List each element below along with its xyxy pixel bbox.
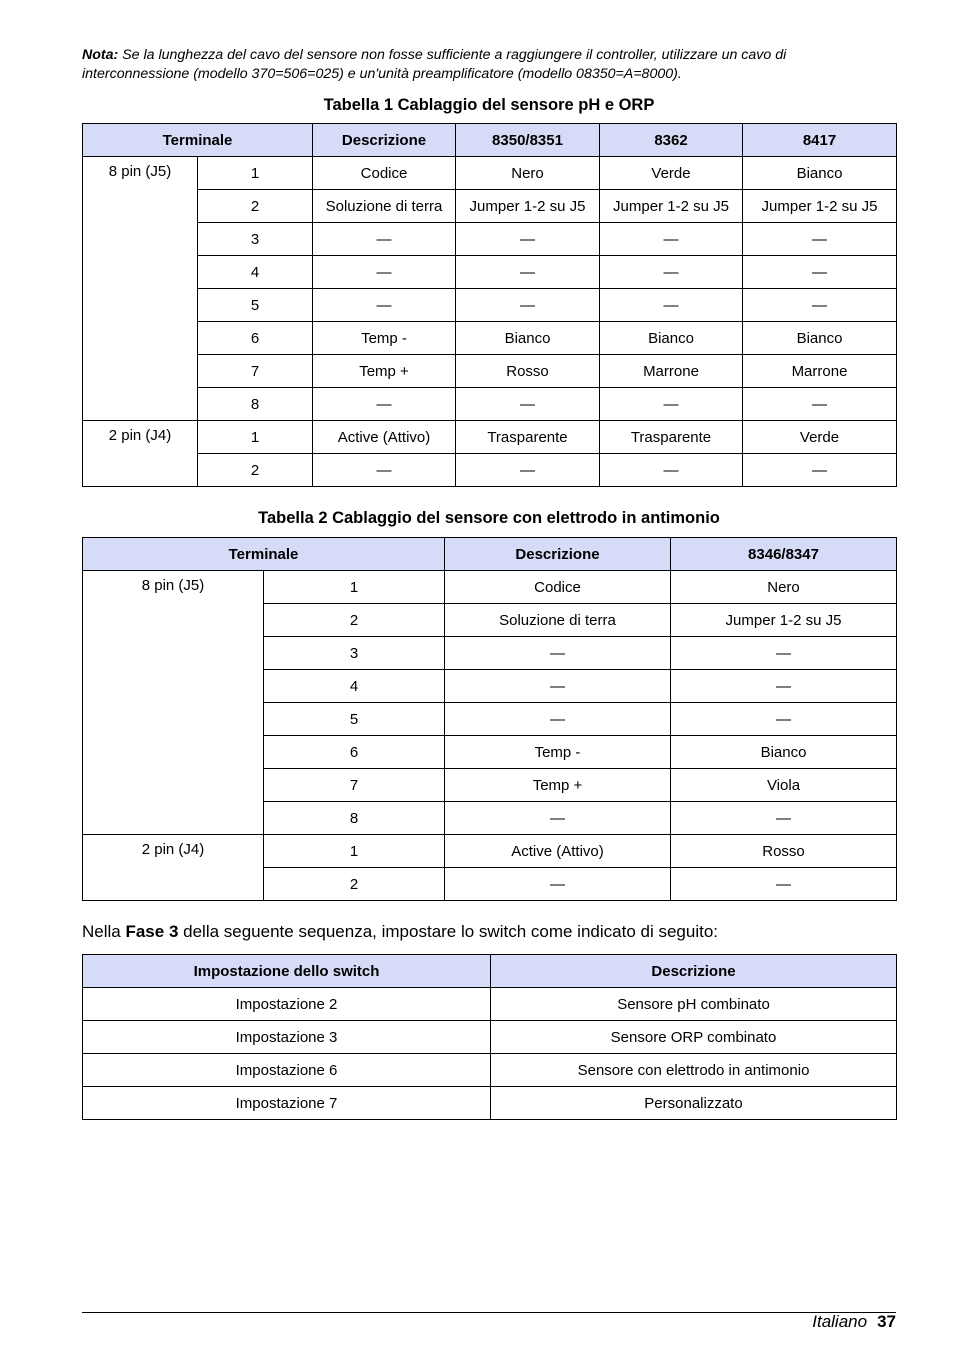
table-cell: Active (Attivo) bbox=[445, 835, 671, 868]
table-cell: Verde bbox=[743, 421, 897, 454]
table-cell: Bianco bbox=[600, 322, 743, 355]
table-cell: Sensore pH combinato bbox=[491, 988, 897, 1021]
table-cell: — bbox=[445, 637, 671, 670]
terminal-group-cell: 8 pin (J5) bbox=[83, 157, 198, 421]
table-header-row bbox=[83, 538, 897, 571]
table-cell: Jumper 1-2 su J5 bbox=[600, 190, 743, 223]
table-cell: — bbox=[445, 802, 671, 835]
switch-instruction bbox=[82, 921, 896, 943]
table-row bbox=[83, 256, 897, 289]
table-cell: 5 bbox=[198, 289, 313, 322]
table-cell: — bbox=[445, 670, 671, 703]
footer-language: Italiano bbox=[812, 1312, 868, 1331]
table-cell: — bbox=[600, 454, 743, 487]
table-cell: — bbox=[600, 388, 743, 421]
table-cell: — bbox=[456, 388, 600, 421]
note-text: Se la lunghezza del cavo del sensore non fosse sufficiente a raggiungere il controller, utilizzare un cavo di interconnessione (modello 370=506=025) e un'unità preamplificatore (modello 08350=A=8000). bbox=[82, 47, 787, 82]
table-cell: 1 bbox=[198, 421, 313, 454]
table-row bbox=[83, 571, 897, 604]
table-cell: — bbox=[313, 388, 456, 421]
table-cell: — bbox=[671, 703, 897, 736]
table-cell: Temp + bbox=[445, 769, 671, 802]
paragraph-text: Nella bbox=[82, 922, 126, 941]
table-cell: Impostazione 6 bbox=[83, 1054, 491, 1087]
table-cell: Temp + bbox=[313, 355, 456, 388]
table-cell: Active (Attivo) bbox=[313, 421, 456, 454]
table-cell: Soluzione di terra bbox=[445, 604, 671, 637]
column-header: Impostazione dello switch bbox=[83, 955, 491, 988]
table-cell: — bbox=[445, 703, 671, 736]
terminal-group-cell: 2 pin (J4) bbox=[83, 421, 198, 487]
column-header: Descrizione bbox=[445, 538, 671, 571]
table-cell: — bbox=[456, 256, 600, 289]
table-cell: Bianco bbox=[456, 322, 600, 355]
table-cell: 8 bbox=[264, 802, 445, 835]
table-cell: — bbox=[313, 256, 456, 289]
table-cell: — bbox=[600, 289, 743, 322]
column-header: Descrizione bbox=[313, 124, 456, 157]
table-cell: Impostazione 2 bbox=[83, 988, 491, 1021]
table-cell: — bbox=[600, 256, 743, 289]
table-cell: Jumper 1-2 su J5 bbox=[743, 190, 897, 223]
table-cell: 4 bbox=[264, 670, 445, 703]
table-cell: 6 bbox=[264, 736, 445, 769]
table2-caption: Tabella 2 Cablaggio del sensore con elettrodo in antimonio bbox=[258, 509, 720, 527]
table-cell: — bbox=[671, 670, 897, 703]
table-cell: — bbox=[743, 454, 897, 487]
table-cell: 1 bbox=[264, 571, 445, 604]
table-cell: 6 bbox=[198, 322, 313, 355]
terminal-group-cell: 2 pin (J4) bbox=[83, 835, 264, 901]
column-header: Terminale bbox=[83, 124, 313, 157]
column-header: 8417 bbox=[743, 124, 897, 157]
table-cell: — bbox=[743, 388, 897, 421]
column-header: 8346/8347 bbox=[671, 538, 897, 571]
table-cell: 5 bbox=[264, 703, 445, 736]
table-cell: — bbox=[743, 223, 897, 256]
table-row bbox=[83, 835, 897, 868]
table-cell: 3 bbox=[264, 637, 445, 670]
table-cell: — bbox=[456, 454, 600, 487]
table-row bbox=[83, 322, 897, 355]
table-cell: 4 bbox=[198, 256, 313, 289]
table-cell: Bianco bbox=[671, 736, 897, 769]
table-header-row bbox=[83, 124, 897, 157]
paragraph-bold: Fase 3 bbox=[125, 922, 179, 941]
table-cell: — bbox=[313, 223, 456, 256]
table-cell: Impostazione 3 bbox=[83, 1021, 491, 1054]
table-row bbox=[83, 1087, 897, 1120]
table-cell: 1 bbox=[198, 157, 313, 190]
table-row bbox=[83, 289, 897, 322]
table-cell: Bianco bbox=[743, 322, 897, 355]
table-cell: 7 bbox=[198, 355, 313, 388]
table-row bbox=[83, 157, 897, 190]
column-header: 8362 bbox=[600, 124, 743, 157]
table-cell: Sensore con elettrodo in antimonio bbox=[491, 1054, 897, 1087]
column-header: Terminale bbox=[83, 538, 445, 571]
table-cell: Rosso bbox=[456, 355, 600, 388]
table-cell: — bbox=[743, 289, 897, 322]
table-cell: — bbox=[671, 637, 897, 670]
page-number: 37 bbox=[877, 1312, 896, 1331]
table-ph-orp-wiring bbox=[82, 123, 897, 487]
table-row bbox=[83, 454, 897, 487]
table-cell: — bbox=[743, 256, 897, 289]
table-cell: Viola bbox=[671, 769, 897, 802]
table-row bbox=[83, 190, 897, 223]
terminal-group-cell: 8 pin (J5) bbox=[83, 571, 264, 835]
table-cell: — bbox=[671, 802, 897, 835]
table-cell: — bbox=[456, 223, 600, 256]
table-cell: Sensore ORP combinato bbox=[491, 1021, 897, 1054]
table-cell: 3 bbox=[198, 223, 313, 256]
table-row bbox=[83, 355, 897, 388]
table-cell: Trasparente bbox=[600, 421, 743, 454]
table-cell: — bbox=[456, 289, 600, 322]
table-cell: Verde bbox=[600, 157, 743, 190]
table-cell: 2 bbox=[264, 604, 445, 637]
table-cell: Personalizzato bbox=[491, 1087, 897, 1120]
table-row bbox=[83, 388, 897, 421]
table-cell: 2 bbox=[264, 868, 445, 901]
table-cell: — bbox=[600, 223, 743, 256]
table-header-row bbox=[83, 955, 897, 988]
table-cell: Impostazione 7 bbox=[83, 1087, 491, 1120]
table-row bbox=[83, 421, 897, 454]
table-cell: Rosso bbox=[671, 835, 897, 868]
footer-divider bbox=[82, 1312, 896, 1313]
table-cell: Temp - bbox=[445, 736, 671, 769]
note-label: Nota: bbox=[82, 47, 119, 63]
table-row bbox=[83, 223, 897, 256]
table-cell: Marrone bbox=[600, 355, 743, 388]
table-cell: Jumper 1-2 su J5 bbox=[671, 604, 897, 637]
table-cell: Marrone bbox=[743, 355, 897, 388]
table-switch-settings bbox=[82, 954, 897, 1120]
table-cell: 1 bbox=[264, 835, 445, 868]
table-cell: Nero bbox=[671, 571, 897, 604]
table-cell: Soluzione di terra bbox=[313, 190, 456, 223]
note bbox=[82, 46, 896, 84]
table1-caption: Tabella 1 Cablaggio del sensore pH e ORP bbox=[323, 96, 655, 114]
table-row bbox=[83, 988, 897, 1021]
table-cell: 2 bbox=[198, 454, 313, 487]
table-cell: 2 bbox=[198, 190, 313, 223]
table-cell: 8 bbox=[198, 388, 313, 421]
table-cell: — bbox=[445, 868, 671, 901]
table-cell: Trasparente bbox=[456, 421, 600, 454]
table-cell: 7 bbox=[264, 769, 445, 802]
table-row bbox=[83, 1021, 897, 1054]
table-cell: Bianco bbox=[743, 157, 897, 190]
table-row bbox=[83, 1054, 897, 1087]
table-cell: Jumper 1-2 su J5 bbox=[456, 190, 600, 223]
paragraph-text: della seguente sequenza, impostare lo switch come indicato di seguito: bbox=[178, 922, 718, 941]
table-cell: Nero bbox=[456, 157, 600, 190]
table-antimony-wiring bbox=[82, 537, 897, 901]
table-cell: — bbox=[671, 868, 897, 901]
column-header: 8350/8351 bbox=[456, 124, 600, 157]
table-cell: Temp - bbox=[313, 322, 456, 355]
table-cell: — bbox=[313, 289, 456, 322]
table-cell: Codice bbox=[313, 157, 456, 190]
column-header: Descrizione bbox=[491, 955, 897, 988]
page-footer bbox=[812, 1311, 896, 1333]
table-cell: — bbox=[313, 454, 456, 487]
table-cell: Codice bbox=[445, 571, 671, 604]
